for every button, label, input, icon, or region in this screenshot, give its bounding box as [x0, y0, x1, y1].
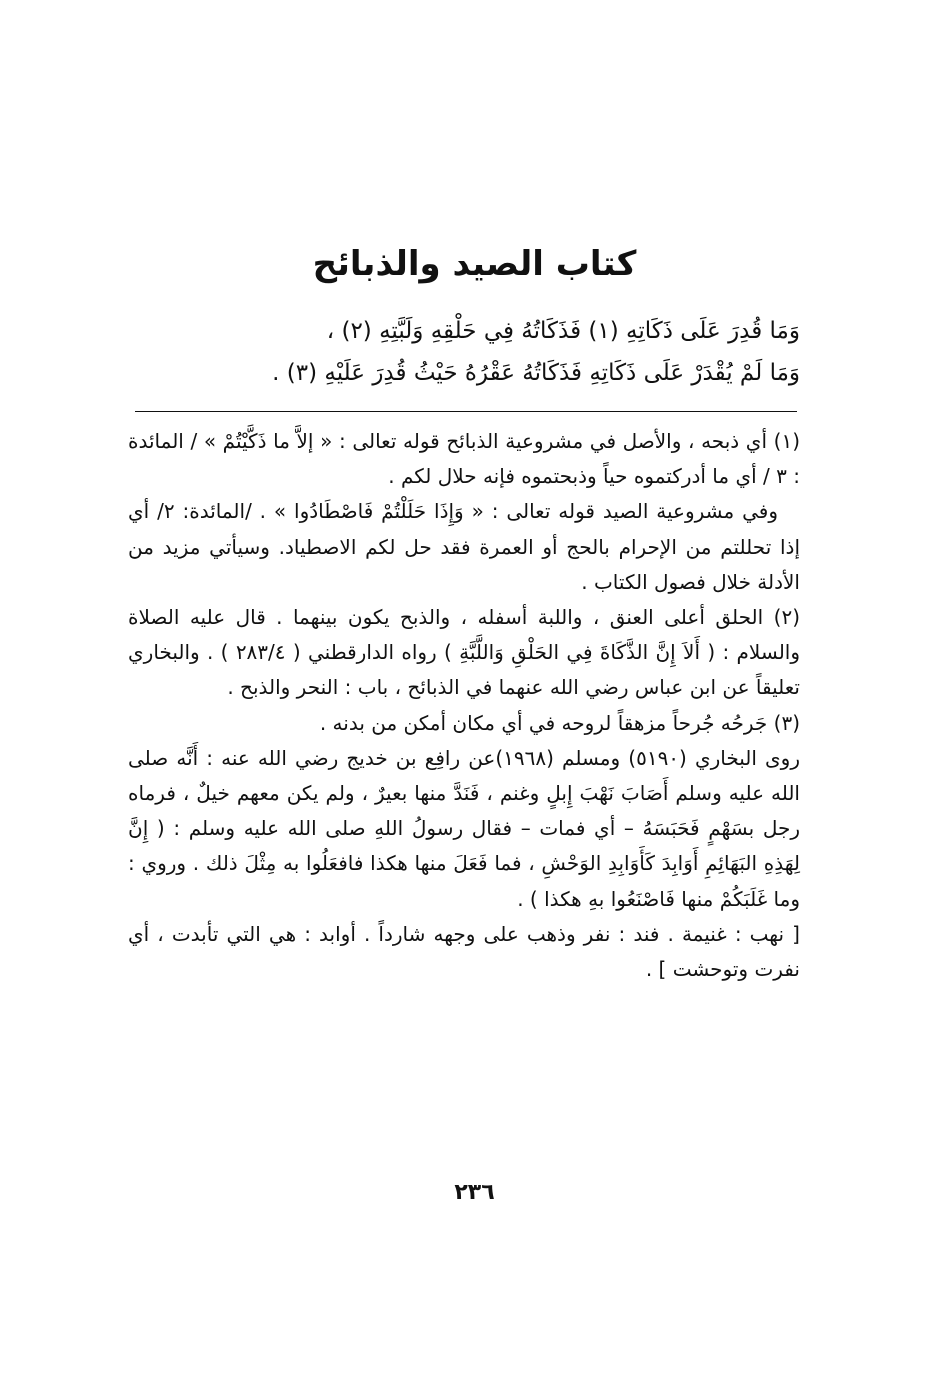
page-number: ٢٣٦ [454, 1180, 495, 1205]
main-text-line-1: وَمَا قُدِرَ عَلَى ذَكَاتِهِ (١) فَذَكَاتُهُ فِي حَلْقِهِ وَلَبَّتِهِ (٢) ، [326, 318, 800, 344]
footnotes [128, 424, 800, 987]
chapter-title: كتاب الصيد والذبائح [312, 244, 637, 284]
footnote-3-glossary: [ نهب : غنيمة . فند : نفر وذهب على وجهه شارداً . أوابد : هي التي تأبدت ، أي نفرت وتوحشت ] . [128, 921, 800, 982]
footnote-1: (١) أي ذبحه ، والأصل في مشروعية الذبائح قوله تعالى : « إلاَّ ما ذَكَّيْتُمْ » / المائدة : ٣ / أي ما أدركتموه حياً وذبحتموه فإنه حلال لكم . [128, 429, 800, 489]
main-text-line-2: وَمَا لَمْ يُقْدَرْ عَلَى ذَكَاتِهِ فَذَكَاتُهُ عَقْرُهُ حَيْثُ قُدِرَ عَلَيْهِ (٣) . [272, 360, 800, 386]
main-text [130, 310, 800, 394]
footnote-3-hadith: روى البخاري (٥١٩٠) ومسلم (١٩٦٨)عن رافِع بن خديج رضي الله عنه : أَنَّه صلى الله عليه وسلم أَصَابَ نَهْبَ إِبلٍ وغنم ، فَنَدَّ منها بعيرٌ ، ولم يكن معهم خيلٌ ، فرماه رجل بسَهْمٍ فَحَبَسَهُ – أي فمات – فقال رسولُ اللهِ صلى الله عليه وسلم : ( إِنَّ لِهَذِهِ البَهَائِمِ أَوَابِدَ كَأَوَابِدِ الوَحْشِ ، فما فَعَلَ منها هكذا فافعَلُوا به مِثْلَ ذلك . وروي : وما غَلَبَكُمْ منها فَاصْنَعُوا بهِ هكذا ) . [128, 745, 800, 911]
footnote-2: (٢) الحلق أعلى العنق ، واللبة أسفله ، والذبح يكون بينهما . قال عليه الصلاة والسلام : ( أَلاَ إِنَّ الذَّكَاةَ فِي الحَلْقِ وَاللَّبَّةِ ) رواه الدارقطني ( ٢٨٣/٤ ) . والبخاري تعليقاً عن ابن عباس رضي الله عنهما في الذبائح ، باب : النحر والذبح . [128, 605, 800, 700]
footnote-1-continuation: وفي مشروعية الصيد قوله تعالى : « وَإِذَا حَلَلْتُمْ فَاصْطَادُوا » . /المائدة: ٢/ أي إذا تحللتم من الإحرام بالحج أو العمرة فقد حل لكم الاصطياد. وسيأتي مزيد من الأدلة خلال فصول الكتاب . [128, 499, 800, 594]
footnote-divider [135, 411, 797, 412]
footnote-3: (٣) جَرحُه جُرحاً مزهقاً لروحه في أي مكان أمكن من بدنه . [319, 710, 800, 735]
